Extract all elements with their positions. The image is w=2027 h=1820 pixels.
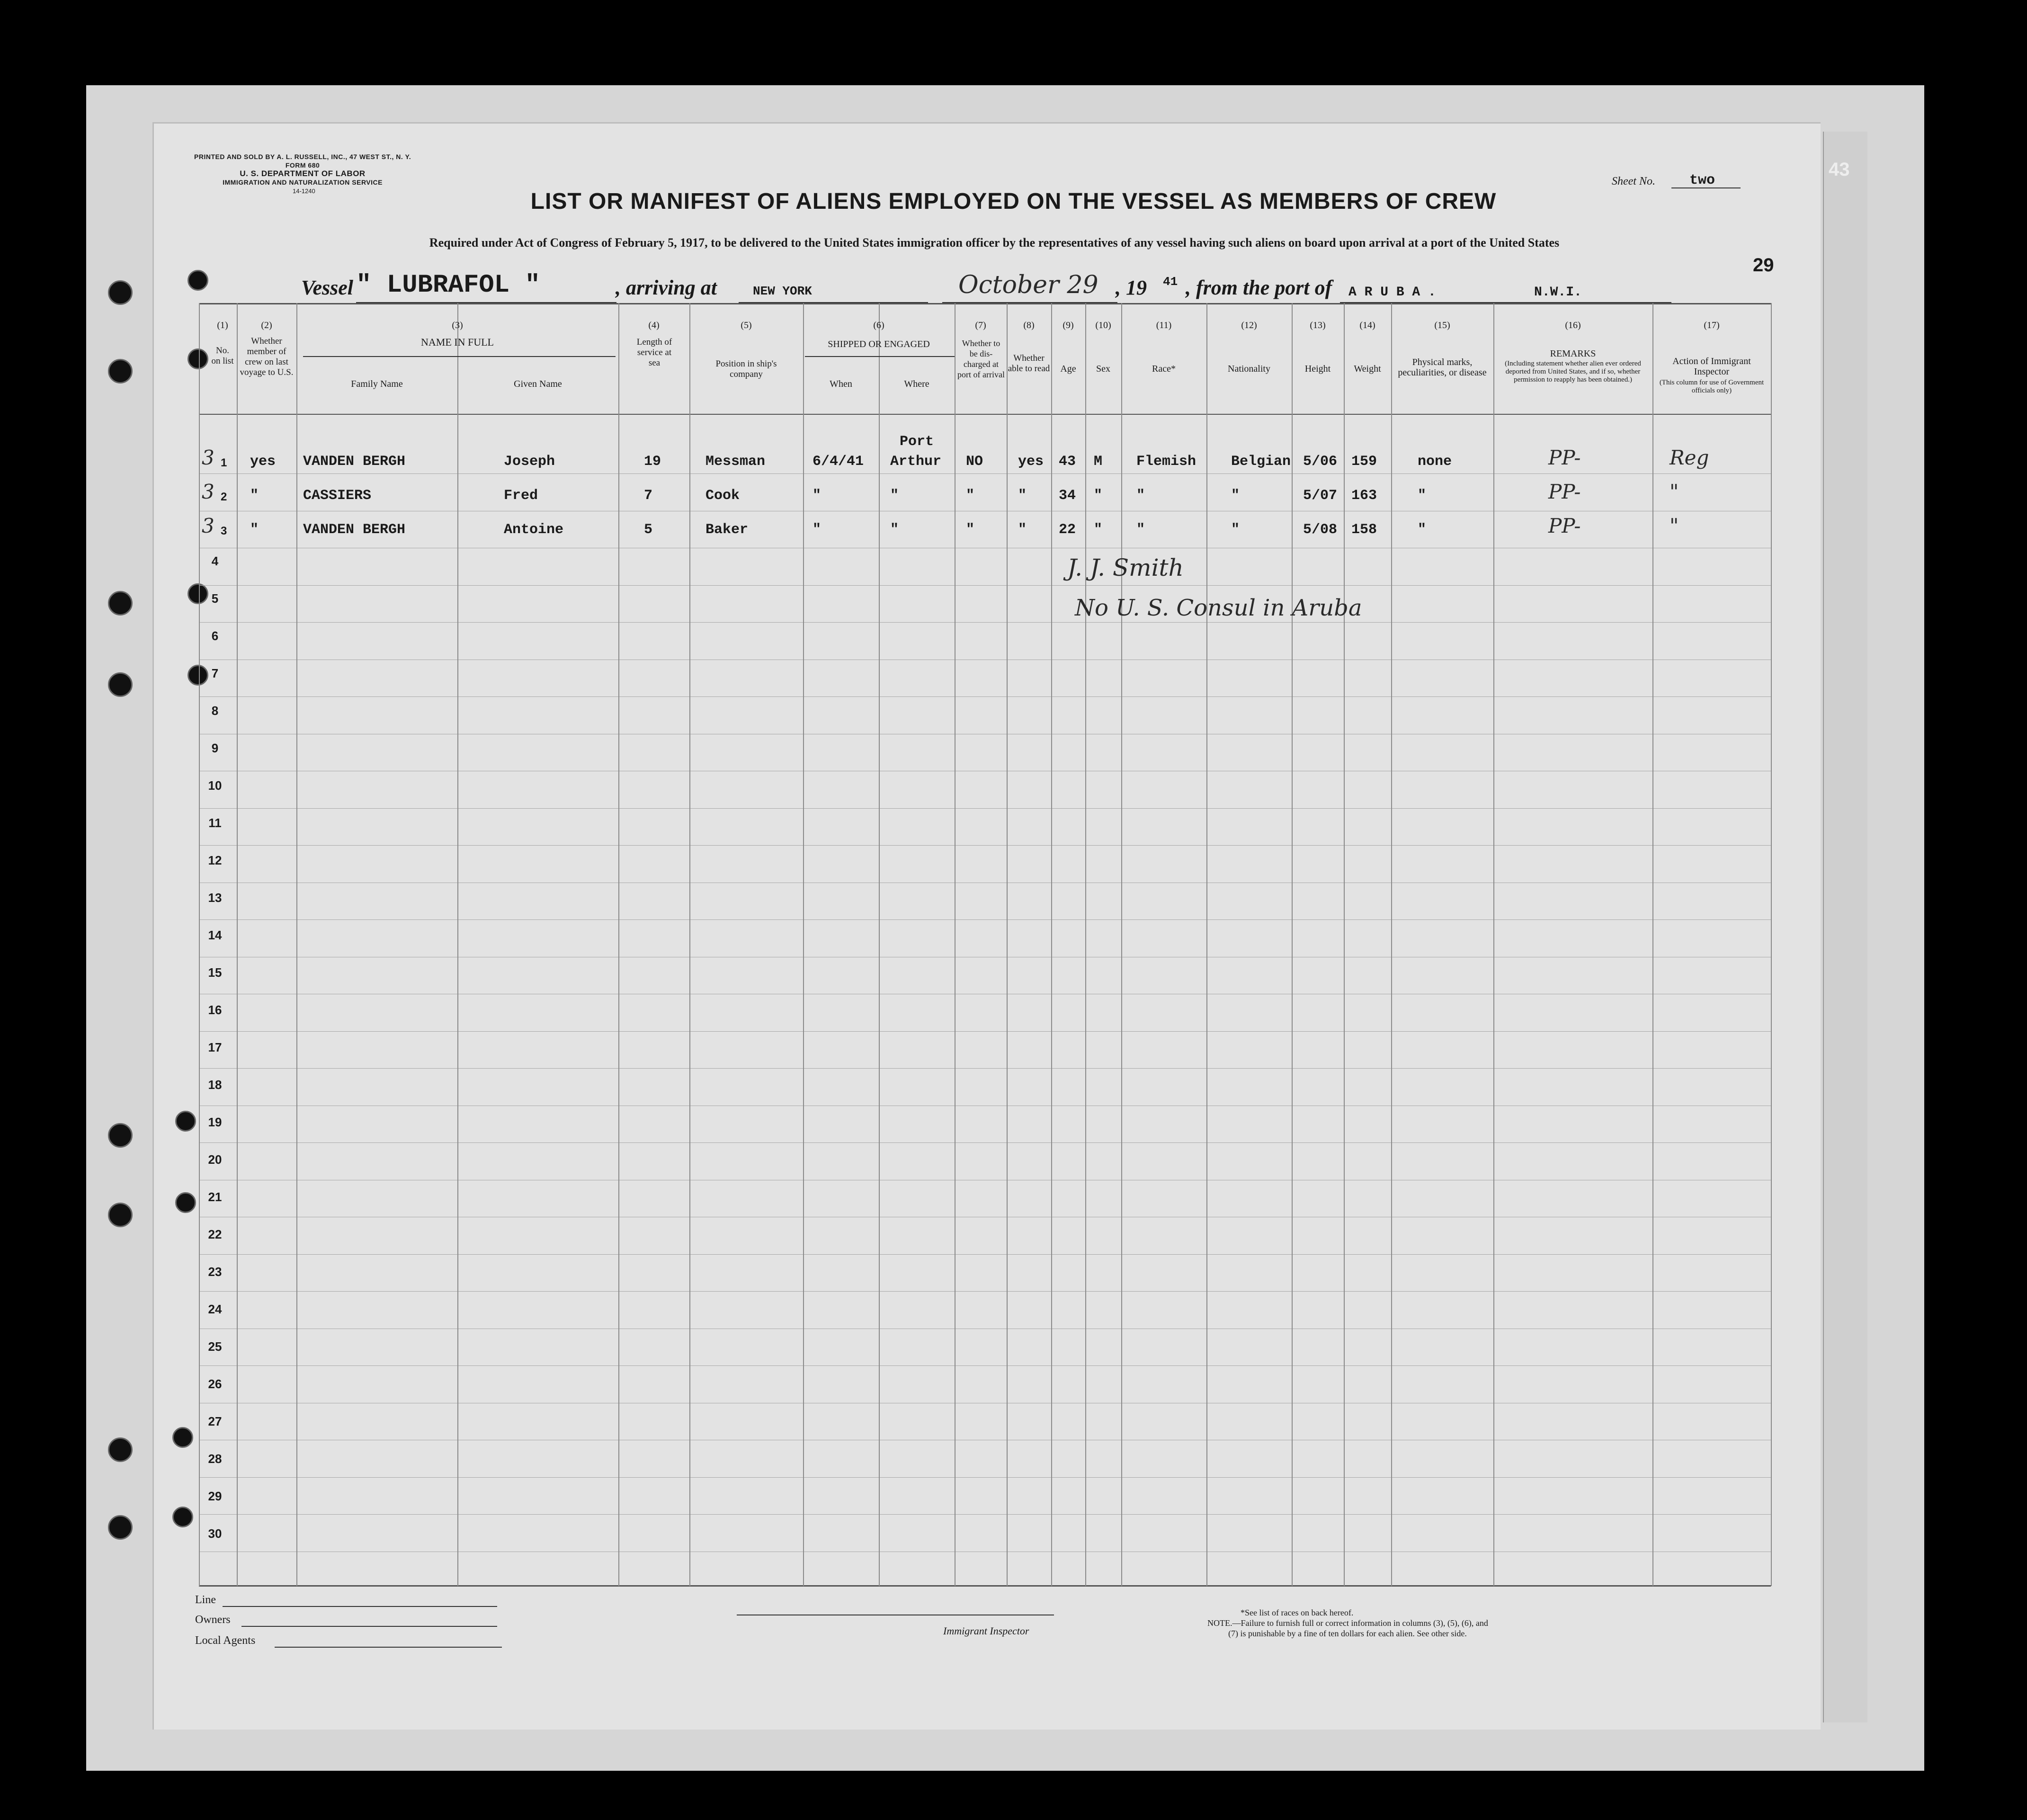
col-1-label: No. on list — [211, 346, 234, 366]
row-3-nationality: " — [1231, 522, 1240, 538]
row-rule — [199, 1142, 1771, 1143]
row-3-marks: " — [1418, 522, 1427, 538]
table-bottom-border — [199, 1585, 1771, 1587]
row-1-race: Flemish — [1136, 454, 1197, 470]
column-rule — [1051, 303, 1052, 1586]
row-1-prefix: 3 — [202, 446, 214, 469]
page-edge — [1823, 132, 1867, 1722]
row-rule — [199, 845, 1771, 846]
column-rule — [1121, 303, 1122, 1586]
row-number: 14 — [208, 928, 222, 942]
col-6-number: (6) — [873, 320, 884, 330]
col-12-label: Nationality — [1228, 364, 1270, 374]
row-2-num: 2 — [221, 491, 227, 503]
row-3-when: " — [813, 522, 822, 538]
printer-line: PRINTED AND SOLD BY A. L. RUSSELL, INC., 47 WEST ST., N. Y. — [194, 153, 411, 161]
col-15-number: (15) — [1434, 320, 1450, 330]
shipped-header-rule — [805, 356, 955, 357]
row-1-num: 1 — [221, 456, 227, 469]
footer-agents-rule — [275, 1647, 502, 1648]
row-2-service: 7 — [644, 488, 653, 504]
col-13-number: (13) — [1310, 320, 1326, 330]
binder-hole — [108, 280, 133, 305]
row-rule — [199, 1254, 1771, 1255]
row-2-nationality: " — [1231, 488, 1240, 504]
row-number: 13 — [208, 891, 222, 905]
vessel-label: Vessel — [301, 276, 353, 299]
row-number: 17 — [208, 1040, 222, 1054]
row-number: 16 — [208, 1003, 222, 1017]
footer-owners-rule — [241, 1626, 497, 1627]
row-number: 5 — [211, 591, 219, 606]
column-rule — [1771, 303, 1772, 1586]
column-rule — [1493, 303, 1494, 1586]
when-header: When — [830, 379, 852, 389]
col-8-label: Whether able to read — [1008, 353, 1050, 374]
col-7-label: Whether to be dis-charged at port of arrival — [957, 339, 1005, 379]
row-rule — [199, 473, 1771, 474]
row-1-position: Messman — [705, 454, 766, 470]
row-number: 20 — [208, 1152, 222, 1167]
binder-hole — [108, 1203, 133, 1227]
footer-agents-label: Local Agents — [195, 1634, 256, 1647]
remarks-note: (Including statement whether alien ever ordered deported from United States, and if so, whether permission to reapply has been obtained.) — [1505, 360, 1641, 384]
binder-hole — [108, 1437, 133, 1462]
row-2-when: " — [813, 488, 822, 504]
row-rule — [199, 1068, 1771, 1069]
row-3-height: 5/08 — [1303, 522, 1338, 538]
col-9-number: (9) — [1063, 320, 1074, 330]
binder-hole — [172, 1427, 193, 1448]
binder-hole — [175, 1111, 196, 1132]
row-1-where2: Arthur — [890, 454, 942, 470]
row-number: 26 — [208, 1377, 222, 1391]
col-15-label: Physical marks, peculiarities, or disease — [1398, 357, 1487, 378]
row-3-where2: " — [890, 522, 899, 538]
sheet-number-value: two — [1689, 172, 1715, 188]
row-2-last-voyage: " — [250, 488, 259, 504]
column-rule — [879, 303, 880, 1586]
column-rule — [1206, 303, 1207, 1586]
col-14-label: Weight — [1354, 364, 1381, 374]
row-number: 29 — [208, 1489, 222, 1503]
year-suffix: 41 — [1163, 275, 1178, 289]
binder-hole — [108, 1515, 133, 1540]
row-rule — [199, 808, 1771, 809]
footer-line-label: Line — [195, 1594, 216, 1606]
binder-hole — [175, 1192, 196, 1213]
col-12-number: (12) — [1241, 320, 1257, 330]
row-rule — [199, 919, 1771, 920]
row-1-age: 43 — [1059, 454, 1076, 470]
from-port: A R U B A . — [1348, 285, 1436, 300]
row-1-discharged: NO — [966, 454, 983, 470]
row-number: 21 — [208, 1190, 222, 1204]
row-rule — [199, 1291, 1771, 1292]
row-1-nationality: Belgian — [1231, 454, 1291, 470]
column-rule — [296, 303, 297, 1586]
row-2-sex: " — [1094, 488, 1103, 504]
row-2-prefix: 3 — [202, 480, 214, 503]
row-2-marks: " — [1418, 488, 1427, 504]
row-rule — [199, 1031, 1771, 1032]
col-8-number: (8) — [1023, 320, 1035, 330]
row-rule — [199, 1365, 1771, 1366]
column-rule — [1085, 303, 1086, 1586]
row-3-last-voyage: " — [250, 522, 259, 538]
family-name-header: Family Name — [351, 379, 403, 389]
row-3-given: Antoine — [504, 522, 564, 538]
arriving-label: , arriving at — [616, 276, 717, 299]
printer-imprint — [194, 152, 411, 187]
row-3-read: " — [1018, 522, 1027, 538]
vessel-name: " LUBRAFOL " — [356, 271, 540, 300]
row-1-height: 5/06 — [1303, 454, 1338, 470]
row-2-height: 5/07 — [1303, 488, 1338, 504]
row-number: 10 — [208, 778, 222, 793]
row-3-weight: 158 — [1351, 522, 1377, 538]
binder-hole — [108, 359, 133, 384]
col-6-label: SHIPPED OR ENGAGED — [828, 339, 930, 349]
row-1-read: yes — [1018, 454, 1044, 470]
row-3-service: 5 — [644, 522, 653, 538]
column-rule — [1292, 303, 1293, 1586]
row-2-given: Fred — [504, 488, 538, 504]
footer-races-note: *See list of races on back hereof. — [1241, 1608, 1354, 1617]
row-2-remarks: PP- — [1548, 480, 1581, 503]
from-region: N.W.I. — [1534, 285, 1582, 300]
row-number: 15 — [208, 965, 222, 980]
binder-hole — [108, 1123, 133, 1148]
table-top-border — [199, 303, 1771, 304]
row-1-when: 6/4/41 — [813, 454, 864, 470]
column-rule — [1391, 303, 1392, 1586]
row-2-weight: 163 — [1351, 488, 1377, 504]
col-4-label: Length of service at sea — [636, 337, 672, 368]
col-2-label: Whether member of crew on last voyage to U.S. — [240, 336, 294, 377]
row-number: 19 — [208, 1115, 222, 1129]
row-number: 25 — [208, 1339, 222, 1354]
form-number: FORM 680 — [285, 161, 320, 169]
arrival-date: October 29 — [958, 271, 1098, 299]
arriving-port: NEW YORK — [753, 284, 812, 298]
row-3-position: Baker — [705, 522, 749, 538]
where-header: Where — [904, 379, 929, 389]
row-3-discharged: " — [966, 522, 975, 538]
binder-hole — [172, 1507, 193, 1527]
row-1-weight: 159 — [1351, 454, 1377, 470]
col-16-label: REMARKS — [1550, 348, 1596, 359]
row-2-read: " — [1018, 488, 1027, 504]
footer-line-rule — [223, 1606, 497, 1607]
col-13-label: Height — [1304, 364, 1331, 374]
row-rule — [199, 696, 1771, 697]
column-rule — [1344, 303, 1345, 1586]
col-5-number: (5) — [741, 320, 752, 330]
col-14-number: (14) — [1359, 320, 1375, 330]
handwritten-signature: J. J. Smith — [1067, 554, 1184, 581]
row-number: 27 — [208, 1414, 222, 1428]
col-11-number: (11) — [1156, 320, 1172, 330]
col-4-number: (4) — [648, 320, 660, 330]
col-7-number: (7) — [975, 320, 986, 330]
footer-note-1: NOTE.—Failure to furnish full or correct information in columns (3), (5), (6), and — [1207, 1618, 1488, 1628]
col-10-number: (10) — [1095, 320, 1111, 330]
row-3-race: " — [1136, 522, 1145, 538]
row-2-race: " — [1136, 488, 1145, 504]
action-note: (This column for use of Government officials only) — [1659, 379, 1764, 394]
col-9-label: Age — [1060, 364, 1076, 374]
binder-hole — [108, 672, 133, 697]
row-1-where-line1: Port — [900, 434, 934, 450]
row-number: 24 — [208, 1302, 222, 1316]
footer-note-2: (7) is punishable by a fine of ten dollars for each alien. See other side. — [1228, 1629, 1467, 1638]
given-name-header: Given Name — [514, 379, 562, 389]
column-rule — [689, 303, 690, 1586]
row-2-position: Cook — [705, 488, 740, 504]
col-3-number: (3) — [452, 320, 463, 330]
row-1-family: VANDEN BERGH — [303, 454, 406, 470]
row-2-age: 34 — [1059, 488, 1076, 504]
col-10-label: Sex — [1096, 364, 1110, 374]
row-number: 30 — [208, 1526, 222, 1541]
binder-hole — [188, 270, 208, 291]
row-rule — [199, 622, 1771, 623]
row-3-age: 22 — [1059, 522, 1076, 538]
column-rule — [803, 303, 804, 1586]
col-17-label: Action of Immigrant Inspector — [1672, 356, 1751, 377]
row-3-num: 3 — [221, 525, 227, 537]
row-rule — [199, 1477, 1771, 1478]
col-17-number: (17) — [1704, 320, 1720, 330]
row-number: 12 — [208, 853, 222, 867]
column-rule — [618, 303, 619, 1586]
row-2-discharged: " — [966, 488, 975, 504]
col-16-number: (16) — [1565, 320, 1581, 330]
row-1-sex: M — [1094, 454, 1103, 470]
column-rule — [199, 303, 200, 1586]
footer-inspector-label: Immigrant Inspector — [943, 1625, 1029, 1637]
row-number: 22 — [208, 1227, 222, 1241]
col-11-label: Race* — [1152, 364, 1176, 374]
document-subtitle: Required under Act of Congress of February 5, 1917, to be delivered to the United States immigration officer by the representatives of any vessel having such aliens on board upon arrival at a port of the United States — [429, 236, 1560, 250]
column-rule — [1652, 303, 1653, 1586]
binder-hole — [188, 348, 208, 369]
service-name: IMMIGRATION AND NATURALIZATION SERVICE — [223, 178, 383, 186]
row-number: 9 — [211, 741, 219, 755]
binder-hole — [108, 591, 133, 616]
row-number: 8 — [211, 704, 219, 718]
row-number: 11 — [208, 816, 222, 830]
row-2-action: " — [1670, 480, 1679, 503]
row-2-family: CASSIERS — [303, 488, 372, 504]
row-2-where2: " — [890, 488, 899, 504]
footer-owners-label: Owners — [195, 1614, 231, 1626]
column-rule — [1007, 303, 1008, 1586]
header-bottom-border — [199, 414, 1771, 415]
row-3-family: VANDEN BERGH — [303, 522, 406, 538]
year-prefix: , 19 — [1116, 276, 1147, 299]
row-1-remarks: PP- — [1548, 446, 1581, 469]
column-rule — [237, 303, 238, 1586]
document-title: LIST OR MANIFEST OF ALIENS EMPLOYED ON THE VESSEL AS MEMBERS OF CREW — [530, 189, 1497, 214]
col-3-label: NAME IN FULL — [421, 336, 494, 348]
row-3-action: " — [1670, 514, 1679, 537]
row-rule — [199, 1514, 1771, 1515]
department-name: U. S. DEPARTMENT OF LABOR — [240, 169, 366, 178]
row-number: 4 — [211, 554, 219, 568]
row-1-last-voyage: yes — [250, 454, 276, 470]
form-code: 14-1240 — [293, 187, 315, 195]
row-3-remarks: PP- — [1548, 514, 1581, 537]
col-5-label: Position in ship's company — [715, 359, 777, 379]
handwritten-consul-note: No U. S. Consul in Aruba — [1075, 595, 1362, 621]
page-count-mark: 43 — [1829, 159, 1850, 180]
col-1-number: (1) — [217, 320, 228, 330]
row-number: 23 — [208, 1265, 222, 1279]
row-1-action: Reg — [1670, 446, 1709, 469]
name-header-rule — [303, 356, 616, 357]
row-3-sex: " — [1094, 522, 1103, 538]
row-3-prefix: 3 — [202, 514, 214, 537]
col-2-number: (2) — [261, 320, 272, 330]
row-number: 6 — [211, 629, 219, 643]
column-rule — [457, 303, 458, 1586]
row-rule — [199, 585, 1771, 586]
row-number: 7 — [211, 666, 219, 680]
row-1-service: 19 — [644, 454, 661, 470]
row-number: 28 — [208, 1452, 222, 1466]
row-1-given: Joseph — [504, 454, 555, 470]
page-number: 29 — [1753, 255, 1774, 276]
row-number: 18 — [208, 1078, 222, 1092]
sheet-number-label: Sheet No. — [1612, 175, 1655, 187]
row-1-marks: none — [1418, 454, 1452, 470]
from-label: , from the port of — [1186, 276, 1332, 299]
